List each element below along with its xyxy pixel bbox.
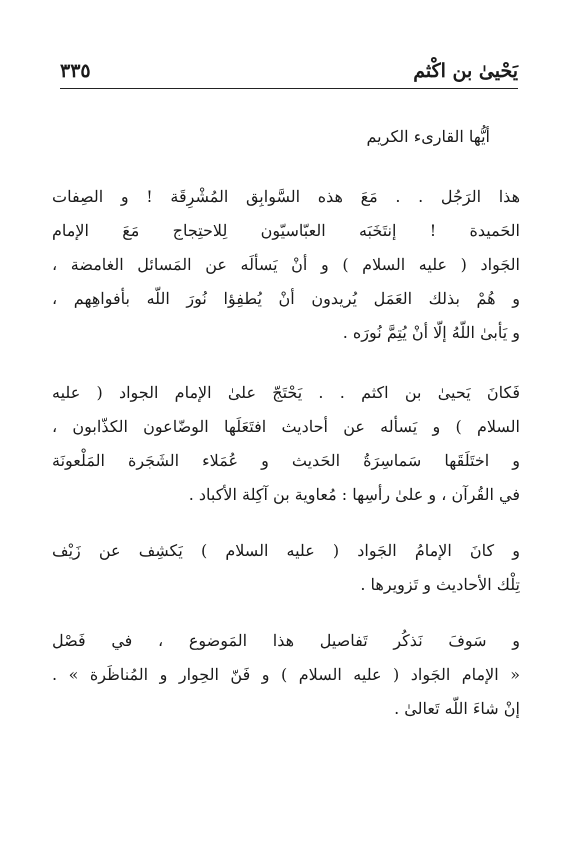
- text-line: الحَميدة ! إنتَخَبَه العبّاسيّون لِلاحتِجاج مَعَ الإمام: [52, 221, 520, 240]
- paragraph-4: [52, 624, 520, 726]
- text-line: الجَواد ( عليه السلام ) و أنْ يَسألَه عن المَسائل الغامضة ،: [52, 255, 520, 274]
- running-head-title: يَحْيىٰ بن اكْثم: [413, 60, 518, 82]
- running-head: [60, 58, 518, 88]
- text-line: فَكانَ يَحيىٰ بن اكثم . . يَحْتَجّ علىٰ الإمام الجواد ( عليه: [52, 383, 520, 402]
- paragraph-1: [52, 180, 520, 350]
- body-text: [52, 110, 520, 726]
- header-rule: [60, 88, 518, 89]
- salutation: أيُّها القارىء الكريم: [366, 127, 490, 146]
- text-line: و سَوفَ نَذكُر تَفاصيل هذا المَوضوع ، في فَصْل: [52, 631, 520, 650]
- text-line: و يَأبىٰ اللّهُ إلّا أنْ يُتِمَّ نُورَه .: [342, 323, 520, 342]
- text-line: و هُمْ بذلك العَمَل يُريدون أنْ يُطفِؤا نُورَ اللّه بأفواهِهم ،: [52, 289, 520, 308]
- text-line: في القُرآن ، و علىٰ رأسِها : مُعاوية بن آكِلة الأكباد .: [188, 485, 520, 504]
- text-line: و كانَ الإمامُ الجَواد ( عليه السلام ) يَكشِف عن زَيْف: [52, 541, 520, 560]
- text-line: إنْ شاءَ اللّه تَعالىٰ .: [394, 699, 520, 718]
- paragraph-2: [52, 376, 520, 512]
- paragraph-3: [52, 534, 520, 602]
- text-line: السلام ) و يَسأله عن أحاديث افتَعَلَها الوضّاعون الكذّابون ،: [52, 417, 520, 436]
- text-line: و اختَلَقَها سَماسِرَةُ الحَديث و عُمَلاء الشَجَرة المَلْعونَة: [52, 451, 520, 470]
- text-line: « الإمام الجَواد ( عليه السلام ) و فَنّ الحِوار و المُناظَرة » .: [52, 665, 520, 684]
- page-number: ٣٣٥: [60, 60, 91, 82]
- text-line: هذا الرَجُل . . مَعَ هذه السَّوابِق المُشْرِقَة ! و الصِفات: [52, 187, 520, 206]
- text-line: تِلْك الأحاديث و تَزويرها .: [360, 575, 520, 594]
